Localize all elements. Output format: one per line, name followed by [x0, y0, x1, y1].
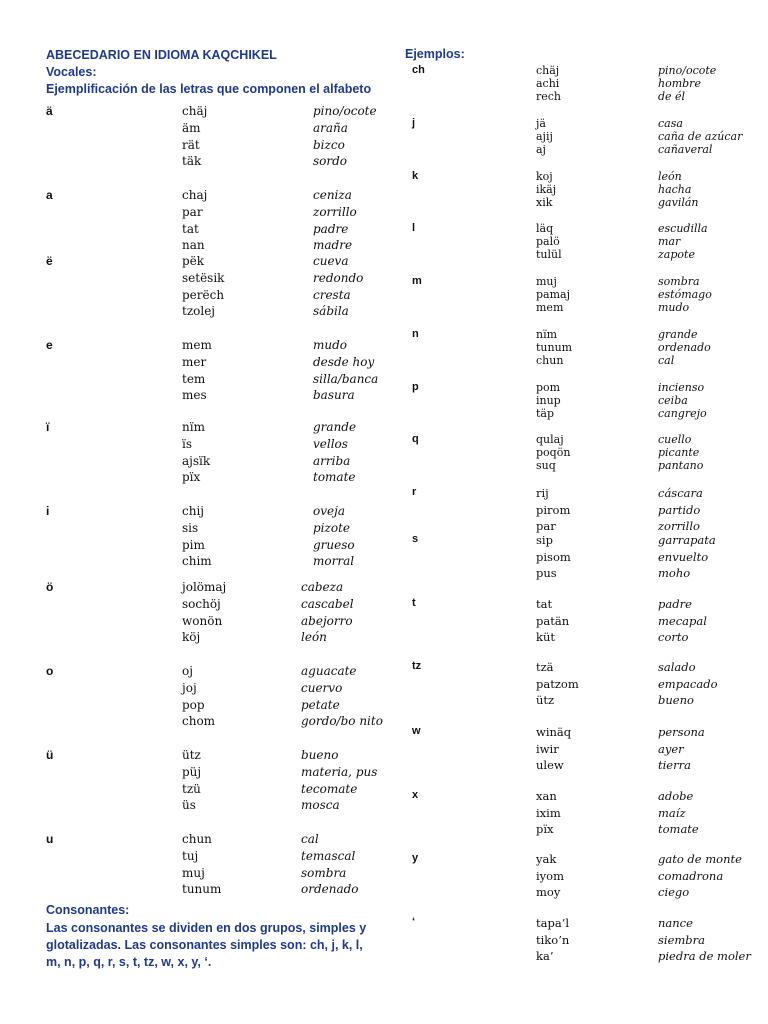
spanish-meaning: temascal	[301, 848, 356, 863]
group-letter: i	[46, 504, 50, 518]
kaqchikel-word: sis	[182, 520, 199, 535]
spanish-meaning: sordo	[313, 154, 348, 169]
example-row	[412, 806, 768, 823]
example-row	[412, 248, 768, 261]
kaqchikel-word: setësik	[182, 270, 225, 285]
kaqchikel-word: täk	[182, 154, 202, 169]
group-letter: p	[412, 381, 419, 393]
kaqchikel-word: pamaj	[536, 288, 570, 301]
spanish-meaning: picante	[658, 446, 700, 459]
example-row	[412, 222, 768, 235]
spanish-meaning: maíz	[658, 805, 686, 820]
kaqchikel-word: chun	[536, 354, 564, 367]
example-row	[412, 301, 768, 314]
kaqchikel-word: muj	[182, 865, 205, 880]
spanish-meaning: cal	[301, 832, 319, 846]
example-row	[46, 138, 426, 155]
kaqchikel-word: ulew	[536, 758, 564, 772]
spanish-meaning: cañaveral	[658, 143, 713, 156]
example-row	[412, 630, 768, 647]
kaqchikel-word: üs	[182, 798, 196, 813]
example-row	[412, 394, 768, 407]
example-row	[46, 866, 426, 883]
example-row	[46, 154, 426, 171]
kaqchikel-word: rät	[182, 137, 200, 152]
example-row	[412, 503, 768, 520]
kaqchikel-word: sip	[536, 533, 553, 547]
kaqchikel-word: moy	[536, 885, 561, 899]
example-row	[412, 869, 768, 886]
example-row	[412, 288, 768, 301]
example-row	[412, 381, 768, 394]
kaqchikel-word: rij	[536, 486, 549, 500]
spanish-meaning: corto	[658, 630, 689, 644]
example-row	[412, 90, 768, 103]
spanish-meaning: arriba	[313, 453, 351, 468]
example-row	[46, 372, 426, 389]
example-row	[412, 789, 768, 806]
kaqchikel-word: tulül	[536, 248, 562, 261]
spanish-meaning: salado	[658, 660, 696, 674]
group-letter: ë	[46, 254, 53, 268]
example-row	[46, 698, 426, 715]
example-row	[412, 354, 768, 367]
kaqchikel-word: mes	[182, 388, 207, 403]
kaqchikel-word: pirom	[536, 502, 571, 517]
kaqchikel-word: küt	[536, 630, 555, 644]
spanish-meaning: petate	[301, 697, 340, 712]
kaqchikel-word: ïs	[182, 436, 192, 451]
spanish-meaning: estómago	[658, 288, 712, 301]
group-letter: w	[412, 725, 421, 737]
spanish-meaning: de él	[658, 90, 686, 103]
example-row	[412, 328, 768, 341]
spanish-meaning: ceniza	[313, 188, 352, 202]
kaqchikel-word: ikäj	[536, 183, 557, 196]
spanish-meaning: redondo	[313, 270, 364, 285]
kaqchikel-word: jä	[536, 117, 546, 130]
example-row	[412, 742, 768, 759]
spanish-meaning: mosca	[301, 798, 340, 813]
spanish-meaning: padre	[313, 221, 349, 236]
example-row	[412, 660, 768, 677]
kaqchikel-word: iwir	[536, 741, 559, 756]
kaqchikel-word: tzolej	[182, 304, 216, 319]
spanish-meaning: ordenado	[301, 882, 359, 897]
kaqchikel-word: püj	[182, 764, 202, 779]
example-row	[412, 130, 768, 143]
example-row	[412, 933, 768, 950]
example-row	[412, 916, 768, 933]
spanish-meaning: hombre	[658, 77, 701, 90]
spanish-meaning: gavilán	[658, 196, 699, 209]
example-row	[46, 614, 426, 631]
spanish-meaning: bueno	[301, 748, 339, 762]
group-letter: ä	[46, 104, 53, 118]
kaqchikel-word: pëk	[182, 254, 205, 268]
example-row	[46, 882, 426, 899]
kaqchikel-word: qulaj	[536, 433, 564, 446]
example-row	[412, 822, 768, 839]
spanish-meaning: cangrejo	[658, 407, 707, 420]
spanish-meaning: escudilla	[658, 222, 708, 235]
kaqchikel-word: tunum	[182, 882, 222, 897]
spanish-meaning: zorrillo	[658, 519, 700, 533]
spanish-meaning: nance	[658, 916, 693, 930]
kaqchikel-word: muj	[536, 275, 557, 288]
spanish-meaning: mudo	[313, 338, 348, 352]
example-row	[46, 504, 426, 521]
spanish-meaning: pino/ocote	[658, 64, 717, 77]
group-letter: j	[412, 117, 416, 129]
spanish-meaning: zapote	[658, 248, 695, 261]
kaqchikel-word: tapa’l	[536, 916, 570, 930]
spanish-meaning: caña de azúcar	[658, 130, 743, 143]
kaqchikel-word: winäq	[536, 725, 572, 739]
spanish-meaning: madre	[313, 238, 353, 253]
example-row	[46, 849, 426, 866]
example-row	[46, 222, 426, 239]
example-row	[412, 459, 768, 472]
group-letter: m	[412, 275, 422, 287]
group-letter: e	[46, 338, 53, 352]
spanish-meaning: bueno	[658, 693, 694, 707]
spanish-meaning: gato de monte	[658, 852, 742, 866]
spanish-meaning: silla/banca	[313, 371, 379, 386]
example-row	[46, 338, 426, 355]
group-letter: k	[412, 170, 419, 182]
kaqchikel-word: par	[182, 204, 203, 219]
consonants-description: Las consonantes se dividen en dos grupos, simples y glotalizadas. Las consonantes simples son: ch, j, k, l, m, n, p, q, r, s, t, tz, w, x, y, ‘.	[46, 921, 367, 969]
spanish-meaning: aguacate	[301, 664, 357, 678]
spanish-meaning: ayer	[658, 741, 684, 756]
spanish-meaning: basura	[313, 388, 355, 403]
example-row	[412, 433, 768, 446]
example-row	[46, 538, 426, 555]
example-row	[412, 486, 768, 503]
spanish-meaning: garrapata	[658, 533, 716, 547]
group-letter: q	[412, 433, 419, 445]
spanish-meaning: sábila	[313, 304, 349, 319]
kaqchikel-word: patzom	[536, 676, 579, 691]
kaqchikel-word: joj	[182, 680, 197, 695]
spanish-meaning: tecomate	[301, 781, 358, 796]
example-row	[412, 693, 768, 710]
kaqchikel-word: chij	[182, 504, 205, 518]
spanish-meaning: sombra	[658, 275, 700, 288]
group-letter: l	[412, 222, 416, 234]
spanish-meaning: empacado	[658, 676, 718, 691]
kaqchikel-word: nïm	[182, 420, 205, 434]
kaqchikel-word: tunum	[536, 341, 573, 354]
spanish-meaning: pizote	[313, 520, 350, 535]
example-row	[46, 355, 426, 372]
group-letter: s	[412, 533, 419, 545]
spanish-meaning: pantano	[658, 459, 704, 472]
spanish-meaning: cabeza	[301, 580, 344, 594]
spanish-meaning: cascabel	[301, 596, 354, 611]
example-row	[46, 304, 426, 321]
example-row	[412, 117, 768, 130]
kaqchikel-word: xik	[536, 196, 553, 209]
spanish-meaning: cal	[658, 354, 675, 367]
kaqchikel-word: yak	[536, 852, 557, 866]
kaqchikel-word: pop	[182, 697, 205, 712]
spanish-meaning: ordenado	[658, 341, 711, 354]
group-letter: tz	[412, 660, 422, 672]
spanish-meaning: mudo	[658, 301, 690, 314]
spanish-meaning: moho	[658, 566, 691, 580]
kaqchikel-word: köj	[182, 630, 201, 645]
spanish-meaning: envuelto	[658, 549, 709, 564]
spanish-meaning: sombra	[301, 865, 347, 880]
spanish-meaning: león	[301, 630, 327, 645]
example-row	[46, 681, 426, 698]
kaqchikel-word: ajsïk	[182, 453, 211, 468]
kaqchikel-word: rech	[536, 90, 562, 103]
group-letter: o	[46, 664, 54, 678]
kaqchikel-word: jolömaj	[182, 580, 227, 594]
kaqchikel-word: pïx	[536, 822, 554, 836]
spanish-meaning: grande	[658, 328, 698, 341]
example-row	[412, 550, 768, 567]
spanish-meaning: araña	[313, 120, 348, 135]
example-row	[412, 196, 768, 209]
kaqchikel-word: pus	[536, 566, 557, 580]
kaqchikel-word: tem	[182, 371, 206, 386]
kaqchikel-word: pim	[182, 537, 205, 552]
example-row	[412, 597, 768, 614]
example-row	[412, 885, 768, 902]
kaqchikel-word: wonön	[182, 613, 223, 628]
kaqchikel-word: äm	[182, 120, 201, 135]
example-row	[412, 725, 768, 742]
kaqchikel-word: mem	[536, 301, 564, 314]
kaqchikel-word: ixim	[536, 805, 561, 820]
spanish-meaning: zorrillo	[313, 204, 357, 219]
example-row	[46, 205, 426, 222]
kaqchikel-word: xan	[536, 789, 557, 803]
kaqchikel-word: läq	[536, 222, 554, 235]
spanish-meaning: mar	[658, 235, 681, 248]
kaqchikel-word: chim	[182, 554, 212, 569]
kaqchikel-word: chaj	[182, 188, 208, 202]
vowels-heading: Vocales:	[46, 65, 97, 79]
spanish-meaning: materia, pus	[301, 764, 378, 779]
spanish-meaning: oveja	[313, 504, 345, 518]
kaqchikel-word: inup	[536, 394, 561, 407]
group-letter: ï	[46, 420, 50, 434]
spanish-meaning: siembra	[658, 932, 706, 947]
kaqchikel-word: iyom	[536, 868, 565, 883]
kaqchikel-word: tiko’n	[536, 932, 570, 947]
example-row	[412, 677, 768, 694]
spanish-meaning: cuervo	[301, 680, 343, 695]
example-row	[46, 765, 426, 782]
example-row	[46, 188, 426, 205]
kaqchikel-word: chäj	[182, 104, 208, 118]
spanish-meaning: tomate	[658, 822, 699, 836]
example-row	[46, 254, 426, 271]
example-row	[46, 782, 426, 799]
spanish-meaning: tierra	[658, 758, 691, 772]
kaqchikel-word: täp	[536, 407, 555, 420]
group-letter: ‘	[412, 916, 416, 928]
page-title: ABECEDARIO EN IDIOMA KAQCHIKEL	[46, 48, 277, 62]
kaqchikel-word: tzä	[536, 660, 554, 674]
example-row	[46, 470, 426, 487]
kaqchikel-word: suq	[536, 459, 556, 472]
spanish-meaning: adobe	[658, 789, 694, 803]
example-row	[412, 533, 768, 550]
kaqchikel-word: sochöj	[182, 596, 221, 611]
spanish-meaning: piedra de moler	[658, 949, 751, 963]
example-row	[46, 454, 426, 471]
kaqchikel-word: oj	[182, 664, 193, 678]
kaqchikel-word: mem	[182, 338, 212, 352]
group-letter: x	[412, 789, 419, 801]
spanish-meaning: tomate	[313, 470, 356, 485]
spanish-meaning: mecapal	[658, 613, 707, 628]
example-row	[412, 143, 768, 156]
kaqchikel-word: palö	[536, 235, 560, 248]
example-row	[46, 597, 426, 614]
example-row	[412, 341, 768, 354]
spanish-meaning: bizco	[313, 137, 345, 152]
example-row	[46, 121, 426, 138]
kaqchikel-word: ütz	[536, 693, 555, 707]
spanish-meaning: pino/ocote	[313, 104, 377, 118]
kaqchikel-word: pïx	[182, 470, 201, 485]
example-row	[412, 64, 768, 77]
example-row	[412, 170, 768, 183]
kaqchikel-word: par	[536, 519, 556, 533]
spanish-meaning: comadrona	[658, 868, 724, 883]
group-letter: ö	[46, 580, 54, 594]
kaqchikel-word: nïm	[536, 328, 558, 341]
kaqchikel-word: achi	[536, 77, 560, 90]
example-row	[46, 554, 426, 571]
kaqchikel-word: mer	[182, 354, 207, 369]
group-letter: a	[46, 188, 53, 202]
kaqchikel-word: perëch	[182, 287, 225, 302]
group-letter: ch	[412, 64, 425, 76]
group-letter: r	[412, 486, 417, 498]
kaqchikel-word: ütz	[182, 748, 201, 762]
group-letter: u	[46, 832, 54, 846]
example-row	[412, 235, 768, 248]
example-row	[46, 521, 426, 538]
example-row	[412, 446, 768, 459]
spanish-meaning: hacha	[658, 183, 692, 196]
example-row	[46, 437, 426, 454]
kaqchikel-word: ajij	[536, 130, 553, 143]
kaqchikel-word: pom	[536, 381, 561, 394]
example-row	[412, 949, 768, 966]
spanish-meaning: cáscara	[658, 486, 703, 500]
group-letter: ü	[46, 748, 54, 762]
example-row	[46, 798, 426, 815]
spanish-meaning: gordo/bo nito	[301, 714, 383, 729]
kaqchikel-word: nan	[182, 238, 205, 253]
consonants-heading: Consonantes:	[46, 903, 130, 917]
example-row	[46, 832, 426, 849]
kaqchikel-word: patän	[536, 613, 570, 628]
example-row	[46, 580, 426, 597]
kaqchikel-word: koj	[536, 170, 553, 183]
spanish-meaning: cuello	[658, 433, 692, 446]
spanish-meaning: cresta	[313, 287, 351, 302]
spanish-meaning: persona	[658, 725, 705, 739]
example-row	[412, 407, 768, 420]
spanish-meaning: partido	[658, 502, 701, 517]
example-row	[412, 275, 768, 288]
example-row	[46, 664, 426, 681]
example-row	[412, 758, 768, 775]
kaqchikel-word: tat	[536, 597, 553, 611]
example-row	[46, 271, 426, 288]
example-row	[46, 288, 426, 305]
example-row	[412, 566, 768, 583]
spanish-meaning: cueva	[313, 254, 349, 268]
example-row	[46, 238, 426, 255]
spanish-meaning: abejorro	[301, 613, 353, 628]
example-row	[46, 630, 426, 647]
example-row	[412, 183, 768, 196]
example-row	[412, 852, 768, 869]
group-letter: n	[412, 328, 419, 340]
example-row	[46, 420, 426, 437]
kaqchikel-word: tuj	[182, 848, 199, 863]
spanish-meaning: incienso	[658, 381, 705, 394]
spanish-meaning: ciego	[658, 885, 690, 899]
spanish-meaning: desde hoy	[313, 354, 375, 369]
example-row	[412, 77, 768, 90]
spanish-meaning: morral	[313, 554, 355, 569]
kaqchikel-word: poqön	[536, 446, 571, 459]
spanish-meaning: padre	[658, 597, 692, 611]
spanish-meaning: león	[658, 170, 682, 183]
spanish-meaning: grueso	[313, 537, 355, 552]
example-row	[46, 748, 426, 765]
spanish-meaning: ceiba	[658, 394, 688, 407]
example-row	[46, 714, 426, 731]
kaqchikel-word: tat	[182, 221, 199, 236]
group-letter: y	[412, 852, 419, 864]
kaqchikel-word: aj	[536, 143, 546, 156]
example-row	[46, 388, 426, 405]
kaqchikel-word: tzü	[182, 781, 201, 796]
example-row	[46, 104, 426, 121]
subtitle: Ejemplificación de las letras que componen el alfabeto	[46, 82, 372, 96]
examples-heading: Ejemplos:	[405, 47, 465, 61]
kaqchikel-word: chom	[182, 714, 216, 729]
spanish-meaning: vellos	[313, 436, 348, 451]
kaqchikel-word: pisom	[536, 549, 571, 564]
kaqchikel-word: ka’	[536, 949, 554, 963]
kaqchikel-word: chun	[182, 832, 212, 846]
example-row	[412, 614, 768, 631]
group-letter: t	[412, 597, 416, 609]
spanish-meaning: casa	[658, 117, 683, 130]
spanish-meaning: grande	[313, 420, 357, 434]
kaqchikel-word: chäj	[536, 64, 560, 77]
